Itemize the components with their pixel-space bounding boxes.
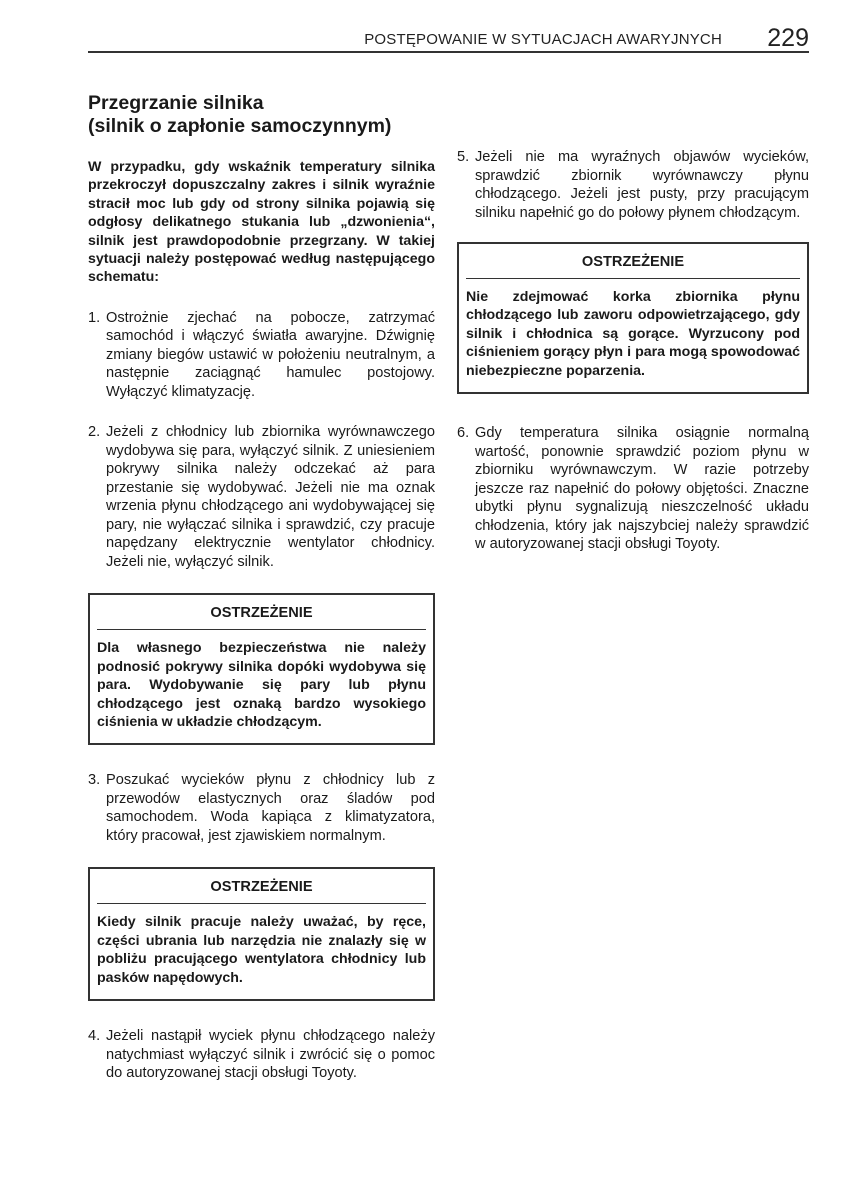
step-number: 2. bbox=[88, 424, 101, 441]
intro-paragraph: W przypadku, gdy wskaźnik temperatury silnika przekroczył dopuszczalny zakres i silnik wyraźnie stracił moc lub gdy od strony silnika pojawią się odgłosy delikatnego stukania lub „dzwonienia“, silnik jest prawdopodobnie przegrzany. W takiej sytuacji należy postępować według następującego schematu: bbox=[88, 159, 435, 286]
step-2 bbox=[88, 423, 435, 571]
running-header: POSTĘPOWANIE W SYTUACJACH AWARYJNYCH bbox=[364, 31, 722, 48]
section-title-line-2: (silnik o zapłonie samoczynnym) bbox=[88, 115, 392, 137]
step-text: Jeżeli nie ma wyraźnych objawów wycieków, sprawdzić zbiornik wyrównawczy płynu chłodzącego. Jeżeli jest pusty, przy pracującym silniku napełnić go do połowy płynem chłodzącym. bbox=[475, 149, 809, 221]
step-number: 1. bbox=[88, 309, 101, 326]
step-text: Jeżeli nastąpił wyciek płynu chłodzącego należy natychmiast wyłączyć silnik i zwrócić się o pomoc do autoryzowanej stacji obsługi Toyoty. bbox=[106, 1028, 435, 1081]
warning-text: Dla własnego bezpieczeństwa nie należy podnosić pokrywy silnika dopóki wydobywa się para. Wydobywanie się pary lub płynu chłodzącego jest oznaką bardzo wysokiego ciśnienia w układzie chłodzącym. bbox=[97, 640, 426, 730]
step-5 bbox=[457, 148, 809, 222]
step-number: 5. bbox=[457, 149, 470, 165]
warning-text: Kiedy silnik pracuje należy uważać, by ręce, części ubrania lub narzędzia nie znalazły się w pobliżu pracującego wentylatora chłodnicy lub pasków napędowych. bbox=[97, 914, 426, 986]
warning-title: OSTRZEŻENIE bbox=[466, 250, 800, 279]
left-column bbox=[88, 92, 435, 1105]
step-text: Gdy temperatura silnika osiągnie normalną wartość, ponownie sprawdzić poziom płynu w zbiorniku wyrównawczym. W razie potrzeby jeszcze raz napełnić do połowy objętości. Znaczne ubytki płynu sygnalizują nieszczelność układu chłodzenia, który jak najszybciej należy sprawdzić w autoryzowanej stacji obsługi Toyoty. bbox=[475, 425, 809, 553]
warning-title: OSTRZEŻENIE bbox=[97, 875, 426, 904]
step-text: Jeżeli z chłodnicy lub zbiornika wyrównawczego wydobywa się para, wyłączyć silnik. Z uniesieniem pokrywy silnika należy odczekać aż para przestanie się wydobywać. Jeżeli nie ma oznak wrzenia płynu chłodzącego ani wydobywającej się pary, nie wyłączać silnika i sprawdzić, czy pracuje napędzany elektrycznie wentylator chłodnicy. Jeżeli nie, wyłączyć silnik. bbox=[106, 424, 435, 570]
warning-title: OSTRZEŻENIE bbox=[97, 601, 426, 630]
warning-box-radiator-cap bbox=[457, 242, 809, 394]
step-1 bbox=[88, 309, 435, 402]
step-4 bbox=[88, 1027, 435, 1083]
page-number: 229 bbox=[767, 24, 809, 52]
step-number: 3. bbox=[88, 772, 101, 789]
warning-box-fan bbox=[88, 867, 435, 1001]
warning-box-steam bbox=[88, 593, 435, 745]
step-text: Poszukać wycieków płynu z chłodnicy lub z przewodów elastycznych oraz śladów pod samochodem. Woda kapiąca z klimatyzatora, który pracował, jest zjawiskiem normalnym. bbox=[106, 772, 435, 844]
step-number: 4. bbox=[88, 1028, 101, 1044]
warning-text: Nie zdejmować korka zbiornika płynu chłodzącego lub zaworu odpowietrzającego, gdy silnik i chłodnica są gorące. Wyrzucony pod ciśnieniem gorący płyn i para mogą spowodować niebezpieczne poparzenia. bbox=[466, 289, 800, 379]
step-text: Ostrożnie zjechać na pobocze, zatrzymać samochód i włączyć światła awaryjne. Dźwignię zmiany biegów ustawić w położeniu neutralnym, a następnie zaciągnąć hamulec postojowy. Wyłączyć klimatyzację. bbox=[106, 309, 435, 400]
right-column bbox=[457, 148, 809, 574]
section-title-line-1: Przegrzanie silnika bbox=[88, 92, 264, 114]
header-rule bbox=[88, 51, 809, 53]
step-6 bbox=[457, 424, 809, 554]
step-3 bbox=[88, 771, 435, 845]
section-title bbox=[88, 92, 435, 138]
step-number: 6. bbox=[457, 425, 470, 442]
